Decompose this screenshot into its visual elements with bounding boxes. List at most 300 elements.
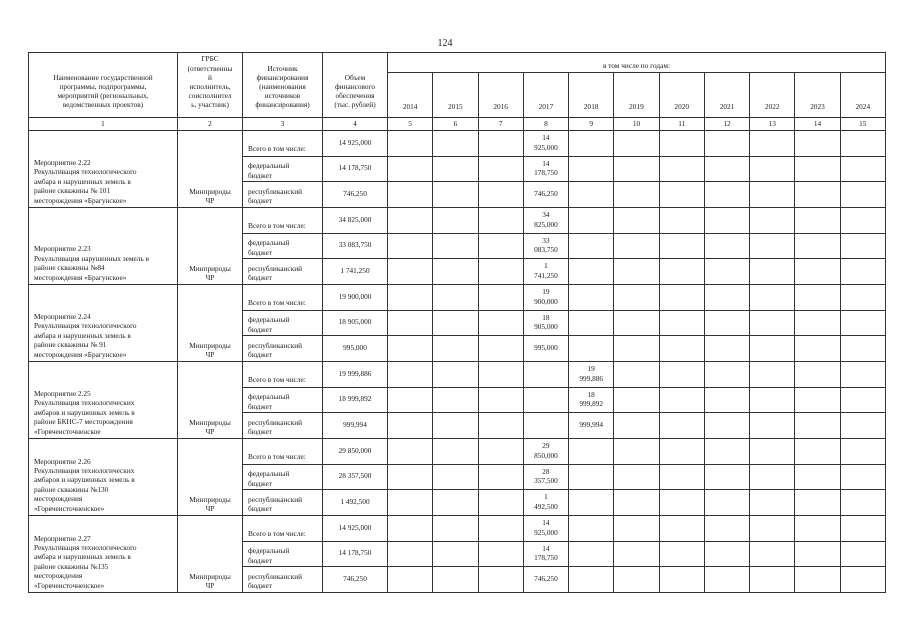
year-value-cell [614, 362, 659, 388]
year-value-cell [433, 542, 478, 567]
year-value-cell [659, 234, 704, 259]
funding-volume-cell: 14 925,000 [323, 516, 388, 542]
header-line: (тыс. рублей) [334, 99, 376, 109]
year-value-cell [704, 542, 749, 567]
grbs-cell [178, 131, 243, 208]
measure-name-line: районе скважины № 101 [34, 186, 111, 196]
column-header-name [29, 53, 178, 118]
year-value-cell [523, 439, 568, 465]
year-value-cell [750, 516, 795, 542]
year-value-cell [523, 542, 568, 567]
year-value-cell [478, 413, 523, 439]
funding-source-line: Всего в том числе: [248, 374, 306, 384]
year-value-cell [840, 234, 885, 259]
year-value-cell [433, 362, 478, 388]
year-value-cell [523, 388, 568, 413]
year-value-cell [704, 388, 749, 413]
grbs-cell [178, 285, 243, 362]
measure-name-line: Рекультивация технологического [34, 321, 137, 331]
funding-source-cell [243, 234, 323, 259]
funding-source-line: Всего в том числе: [248, 528, 306, 538]
year-value-cell [750, 465, 795, 490]
year-value-cell [750, 542, 795, 567]
funding-source-line: республиканский [248, 340, 303, 350]
grbs-line: ЧР [205, 272, 215, 282]
funding-volume-cell: 14 178,750 [323, 157, 388, 182]
funding-source-line: бюджет [248, 401, 272, 411]
funding-volume-cell: 14 178,750 [323, 542, 388, 567]
year-value-cell [704, 234, 749, 259]
measure-name-line: амбара и нарушенных земель в [34, 330, 131, 340]
funding-source-line: бюджет [248, 555, 272, 565]
year-value-cell [704, 439, 749, 465]
column-number: 3 [243, 118, 323, 131]
header-line: финансирования [256, 72, 309, 82]
grbs-cell [178, 362, 243, 439]
grbs-line: Минприроды [189, 417, 231, 427]
measure-name-line: Рекультивация технологического [34, 542, 137, 552]
year-value-cell [433, 413, 478, 439]
year-value-cell [659, 439, 704, 465]
table-row [29, 131, 886, 157]
funding-source-line: федеральный [248, 315, 290, 325]
year-value-cell [750, 285, 795, 311]
year-value-cell [478, 567, 523, 593]
year-value-cell [569, 285, 614, 311]
measure-name-line: месторождения «Брагунское» [34, 272, 127, 282]
column-number: 1 [29, 118, 178, 131]
funding-source-cell [243, 285, 323, 311]
funding-volume-cell: 19 900,000 [323, 285, 388, 311]
year-value: 28 357,500 [534, 466, 558, 485]
year-value: 746,250 [534, 573, 558, 583]
funding-source-line: федеральный [248, 238, 290, 248]
year-value-cell [569, 413, 614, 439]
funding-source-cell [243, 567, 323, 593]
year-value-cell [659, 336, 704, 362]
year-value: 18 999,892 [579, 389, 604, 408]
grbs-line: Минприроды [189, 263, 231, 273]
year-value-cell [569, 157, 614, 182]
year-value-cell [659, 208, 704, 234]
year-value-cell [478, 465, 523, 490]
funding-source-cell [243, 131, 323, 157]
year-value-cell [614, 490, 659, 516]
year-header: 2017 [523, 73, 568, 118]
grbs-line: Минприроды [189, 340, 231, 350]
year-header: 2021 [704, 73, 749, 118]
measure-name-line: Мероприятие 2.22 [34, 157, 91, 167]
funding-volume-cell: 746,250 [323, 182, 388, 208]
year-value-cell [795, 388, 840, 413]
year-value: 995,000 [534, 342, 558, 352]
year-value-cell [523, 490, 568, 516]
funding-source-line: Всего в том числе: [248, 451, 306, 461]
year-header: 2022 [750, 73, 795, 118]
funding-volume-cell: 19 999,886 [323, 362, 388, 388]
column-number: 8 [523, 118, 568, 131]
year-value-cell [433, 465, 478, 490]
year-value-cell [388, 182, 433, 208]
year-value-cell [523, 285, 568, 311]
year-value-cell [750, 208, 795, 234]
year-value-cell [478, 362, 523, 388]
grbs-cell [178, 439, 243, 516]
year-value-cell [569, 490, 614, 516]
year-value-cell [795, 208, 840, 234]
measure-name-line: амбаров и нарушенных земель в [34, 407, 135, 417]
table-row [29, 285, 886, 311]
year-value-cell [659, 182, 704, 208]
year-value: 19 999,886 [579, 364, 604, 383]
year-value-cell [795, 362, 840, 388]
measure-name-line: амбара и нарушенных земель в [34, 552, 131, 562]
year-value-cell [704, 567, 749, 593]
measure-name-line: районе скважины №130 [34, 484, 109, 494]
funding-source-cell [243, 388, 323, 413]
year-value-cell [704, 311, 749, 336]
year-value-cell [478, 311, 523, 336]
funding-source-cell [243, 208, 323, 234]
years-caption: в том числе по годам: [388, 53, 886, 73]
column-number: 11 [659, 118, 704, 131]
year-value-cell [795, 567, 840, 593]
funding-source-line: бюджет [248, 478, 272, 488]
header-line: финансирования) [255, 99, 310, 109]
measure-name-line: Мероприятие 2.26 [34, 456, 91, 466]
year-value-cell [523, 413, 568, 439]
year-value-cell [840, 465, 885, 490]
year-value-cell [569, 465, 614, 490]
funding-source-line: бюджет [248, 247, 272, 257]
year-value-cell [795, 516, 840, 542]
column-header-grbs [178, 53, 243, 118]
year-value-cell [795, 182, 840, 208]
funding-volume-cell: 18 999,892 [323, 388, 388, 413]
year-header: 2016 [478, 73, 523, 118]
header-line: ГРБС [201, 54, 219, 64]
year-value-cell [750, 157, 795, 182]
year-value: 18 905,000 [534, 312, 558, 331]
year-value-cell [614, 234, 659, 259]
year-header: 2024 [840, 73, 885, 118]
column-number: 10 [614, 118, 659, 131]
year-value-cell [433, 567, 478, 593]
year-value-cell [523, 465, 568, 490]
funding-source-line: бюджет [248, 350, 272, 359]
year-header: 2018 [569, 73, 614, 118]
year-value-cell [569, 362, 614, 388]
year-value: 34 825,000 [534, 210, 558, 229]
measure-name-cell [29, 131, 178, 208]
year-value-cell [433, 259, 478, 285]
year-value-cell [388, 311, 433, 336]
year-value-cell [704, 516, 749, 542]
year-value-cell [569, 259, 614, 285]
year-value-cell [704, 157, 749, 182]
year-value-cell [614, 413, 659, 439]
header-line: программы, подпрограммы, [59, 81, 147, 91]
measure-name-line: амбара и нарушенных земель в [34, 176, 131, 186]
year-value-cell [659, 490, 704, 516]
year-value-cell [704, 208, 749, 234]
year-value-cell [523, 157, 568, 182]
year-value-cell [433, 234, 478, 259]
funding-source-cell [243, 362, 323, 388]
header-line: источников [264, 90, 301, 100]
table-body [29, 131, 886, 593]
funding-source-line: республиканский [248, 186, 303, 196]
funding-source-cell [243, 439, 323, 465]
measure-name-line: Мероприятие 2.27 [34, 533, 91, 543]
year-value-cell [840, 490, 885, 516]
year-value-cell [433, 311, 478, 336]
measure-name-line: месторождения [34, 494, 83, 504]
year-value-cell [388, 362, 433, 388]
year-value-cell [840, 157, 885, 182]
year-value-cell [614, 131, 659, 157]
year-value-cell [478, 285, 523, 311]
year-value-cell [614, 208, 659, 234]
year-value-cell [704, 285, 749, 311]
year-value-cell [840, 208, 885, 234]
funding-source-cell [243, 516, 323, 542]
measure-name-line: «Горячеисточненское» [34, 580, 105, 590]
year-value-cell [388, 542, 433, 567]
column-number: 9 [569, 118, 614, 131]
funding-volume-cell: 29 850,000 [323, 439, 388, 465]
header-line: Наименование государственной [53, 72, 153, 82]
year-value-cell [569, 567, 614, 593]
year-value-cell [840, 516, 885, 542]
year-value-cell [523, 311, 568, 336]
measure-name-line: районе скважины № 91 [34, 340, 107, 350]
year-value-cell [840, 413, 885, 439]
column-header-funding-volume [323, 53, 388, 118]
financing-table [28, 52, 886, 593]
grbs-cell [178, 208, 243, 285]
year-value-cell [659, 311, 704, 336]
funding-source-line: Всего в том числе: [248, 297, 306, 307]
year-value-cell [523, 336, 568, 362]
year-value-cell [750, 259, 795, 285]
table-row [29, 516, 886, 542]
funding-volume-cell: 18 905,000 [323, 311, 388, 336]
grbs-line: Минприроды [189, 571, 231, 581]
funding-source-line: республиканский [248, 263, 303, 273]
year-value-cell [478, 388, 523, 413]
year-value-cell [840, 336, 885, 362]
funding-source-line: Всего в том числе: [248, 220, 306, 230]
year-value-cell [569, 336, 614, 362]
year-value-cell [795, 413, 840, 439]
year-value-cell [614, 439, 659, 465]
year-value-cell [523, 362, 568, 388]
year-value-cell [795, 439, 840, 465]
year-value-cell [659, 413, 704, 439]
year-value-cell [614, 157, 659, 182]
year-value-cell [569, 388, 614, 413]
year-value-cell [704, 336, 749, 362]
header-line: (наименования [259, 81, 306, 91]
funding-source-cell [243, 490, 323, 516]
table-row [29, 362, 886, 388]
year-value-cell [388, 208, 433, 234]
year-value: 14 178,750 [534, 158, 558, 177]
column-header-funding-source [243, 53, 323, 118]
year-value-cell [614, 336, 659, 362]
measure-name-cell [29, 516, 178, 593]
funding-source-cell [243, 311, 323, 336]
funding-source-line: бюджет [248, 427, 272, 436]
year-value: 29 850,000 [534, 441, 558, 460]
year-value-cell [478, 182, 523, 208]
year-value-cell [750, 490, 795, 516]
year-value-cell [478, 234, 523, 259]
year-value-cell [704, 131, 749, 157]
year-value-cell [840, 362, 885, 388]
year-value-cell [523, 516, 568, 542]
year-value-cell [433, 490, 478, 516]
measure-name-cell [29, 285, 178, 362]
funding-source-line: федеральный [248, 161, 290, 171]
year-value-cell [569, 516, 614, 542]
year-value-cell [659, 259, 704, 285]
year-value-cell [388, 439, 433, 465]
column-number: 6 [433, 118, 478, 131]
year-value-cell [750, 311, 795, 336]
measure-name-line: Рекультивация технологического [34, 167, 137, 177]
year-value-cell [388, 567, 433, 593]
year-header: 2014 [388, 73, 433, 118]
year-value-cell [795, 259, 840, 285]
measure-name-line: амбаров и нарушенных земель в [34, 475, 135, 485]
funding-volume-cell: 1 492,500 [323, 490, 388, 516]
funding-source-line: бюджет [248, 581, 272, 590]
year-value-cell [388, 336, 433, 362]
column-number: 7 [478, 118, 523, 131]
year-value-cell [433, 208, 478, 234]
measure-name-line: «Горячеисточненское» [34, 503, 105, 513]
grbs-line: Минприроды [189, 186, 231, 196]
year-value-cell [840, 259, 885, 285]
year-value-cell [840, 311, 885, 336]
year-value-cell [704, 182, 749, 208]
header-line: й [208, 72, 212, 82]
year-value-cell [569, 439, 614, 465]
year-value-cell [659, 465, 704, 490]
funding-volume-cell: 995,000 [323, 336, 388, 362]
year-value-cell [840, 439, 885, 465]
year-value-cell [614, 542, 659, 567]
year-value-cell [840, 388, 885, 413]
measure-name-cell [29, 439, 178, 516]
funding-source-cell [243, 182, 323, 208]
year-value-cell [433, 285, 478, 311]
year-header: 2015 [433, 73, 478, 118]
year-value-cell [478, 336, 523, 362]
funding-source-line: республиканский [248, 494, 303, 504]
year-value-cell [523, 208, 568, 234]
funding-source-line: федеральный [248, 546, 290, 556]
column-number: 5 [388, 118, 433, 131]
year-value-cell [614, 516, 659, 542]
year-value-cell [388, 285, 433, 311]
year-value-cell [478, 490, 523, 516]
year-value-cell [659, 516, 704, 542]
year-value: 999,994 [579, 419, 604, 429]
year-value-cell [523, 259, 568, 285]
grbs-line: ЧР [205, 580, 215, 590]
measure-name-line: «Горячеисточненское [34, 426, 101, 436]
year-header: 2020 [659, 73, 704, 118]
funding-source-cell [243, 157, 323, 182]
column-numbers-row [29, 118, 886, 131]
year-value-cell [840, 567, 885, 593]
year-value-cell [750, 439, 795, 465]
year-value-cell [614, 311, 659, 336]
column-number: 15 [840, 118, 885, 131]
header-line: ведомственных проектов) [62, 99, 144, 109]
funding-source-line: бюджет [248, 196, 272, 205]
measure-name-line: месторождения «Брагунское» [34, 349, 127, 359]
year-value-cell [704, 362, 749, 388]
header-line: Источник [267, 63, 298, 73]
funding-volume-cell: 34 825,000 [323, 208, 388, 234]
year-value-cell [478, 439, 523, 465]
year-value-cell [388, 413, 433, 439]
year-value-cell [704, 490, 749, 516]
year-value-cell [478, 157, 523, 182]
year-value-cell [795, 490, 840, 516]
year-value-cell [478, 516, 523, 542]
year-value-cell [795, 311, 840, 336]
funding-source-line: бюджет [248, 324, 272, 334]
header-line: соисполнител [188, 90, 232, 100]
year-value: 1 741,250 [534, 261, 558, 280]
funding-source-cell [243, 259, 323, 285]
year-header: 2019 [614, 73, 659, 118]
year-value-cell [840, 182, 885, 208]
year-value-cell [569, 311, 614, 336]
funding-volume-cell: 746,250 [323, 567, 388, 593]
measure-name-line: месторождения [34, 571, 83, 581]
year-value-cell [795, 157, 840, 182]
measure-name-line: районе БКНС-7 месторождения [34, 417, 133, 427]
year-value-cell [659, 567, 704, 593]
funding-source-line: бюджет [248, 273, 272, 282]
funding-volume-cell: 33 083,750 [323, 234, 388, 259]
year-value-cell [388, 131, 433, 157]
year-value-cell [750, 413, 795, 439]
year-value-cell [840, 542, 885, 567]
measure-name-line: Мероприятие 2.25 [34, 388, 91, 398]
year-value-cell [750, 336, 795, 362]
funding-volume-cell: 1 741,250 [323, 259, 388, 285]
column-number: 12 [704, 118, 749, 131]
header-line: исполнитель, [189, 81, 231, 91]
year-value-cell [795, 465, 840, 490]
year-value-cell [750, 234, 795, 259]
page-number: 124 [437, 38, 453, 49]
year-value-cell [614, 465, 659, 490]
year-value-cell [478, 542, 523, 567]
measure-name-line: Мероприятие 2.23 [34, 244, 91, 254]
year-value-cell [614, 285, 659, 311]
year-value-cell [614, 182, 659, 208]
funding-source-cell [243, 465, 323, 490]
measure-name-cell [29, 208, 178, 285]
